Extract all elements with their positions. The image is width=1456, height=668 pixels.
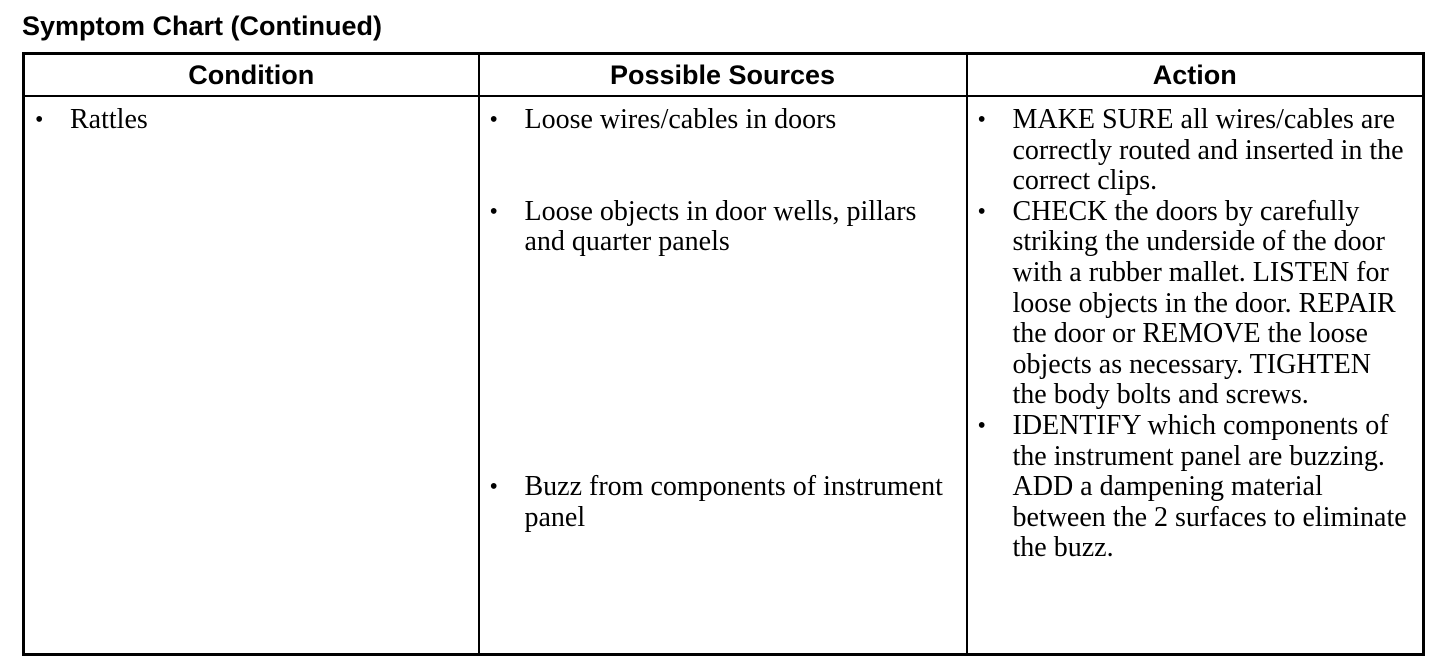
- action-text: MAKE SURE all wires/cables are correctly routed and inserted in the correct clips.: [1012, 104, 1404, 197]
- condition-item: [25, 105, 468, 136]
- source-item: [480, 472, 956, 533]
- bullet-icon: •: [489, 474, 498, 501]
- action-item: [968, 411, 1413, 564]
- source-text: Loose objects in door wells, pillars and quarter panels: [524, 195, 917, 258]
- action-item: [968, 197, 1413, 411]
- actions-cell: [967, 96, 1424, 655]
- header-possible-sources: Possible Sources: [479, 54, 967, 97]
- table-row: [24, 96, 1424, 655]
- sources-cell: [479, 96, 967, 655]
- action-text: IDENTIFY which components of the instrument panel are buzzing. ADD a dampening material between the 2 surfaces to eliminate the buzz.: [1012, 409, 1407, 564]
- bullet-icon: •: [489, 107, 498, 133]
- source-text: Loose wires/cables in doors: [524, 104, 837, 135]
- header-action: Action: [967, 54, 1424, 97]
- condition-text: Rattles: [70, 104, 148, 135]
- symptom-chart-table: [22, 52, 1425, 656]
- chart-title: Symptom Chart (Continued): [22, 11, 382, 41]
- header-row: [24, 54, 1424, 97]
- action-text: CHECK the doors by carefully striking the underside of the door with a rubber mallet. LISTEN for loose objects in the door. REPAIR the door or REMOVE the loose objects as necessary. TIGHTEN the body bolts and screws.: [1012, 195, 1396, 411]
- bullet-icon: •: [977, 107, 986, 133]
- bullet-icon: •: [977, 198, 986, 225]
- source-item: [480, 197, 956, 472]
- source-item: [480, 105, 956, 197]
- bullet-icon: •: [489, 198, 498, 225]
- condition-cell: [24, 96, 479, 655]
- bullet-icon: •: [35, 107, 44, 133]
- action-item: [968, 105, 1413, 197]
- bullet-icon: •: [977, 412, 986, 439]
- header-condition: Condition: [24, 54, 479, 97]
- source-text: Buzz from components of instrument panel: [524, 471, 943, 533]
